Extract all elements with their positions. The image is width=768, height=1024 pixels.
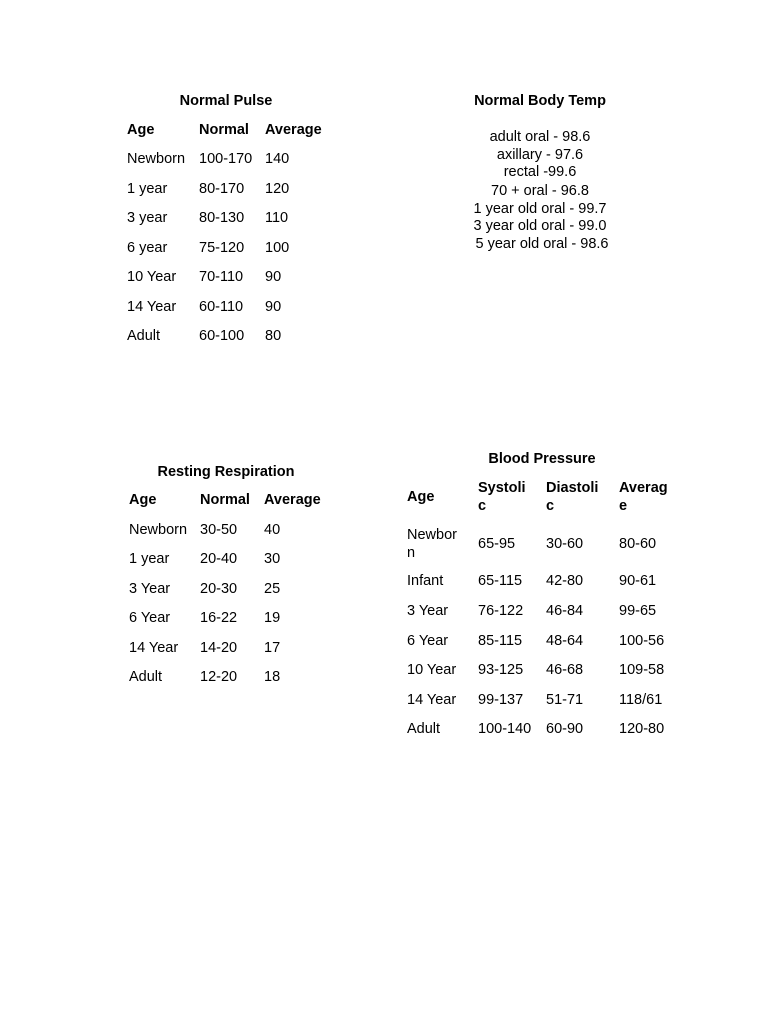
- pulse-average: 110: [265, 210, 289, 226]
- respiration-average: 25: [264, 581, 281, 597]
- bp-diastolic: 30-60: [546, 536, 584, 552]
- temp-line: rectal -99.6: [503, 164, 577, 180]
- pulse-age: Newborn: [127, 151, 186, 167]
- pulse-age: Adult: [127, 328, 161, 344]
- pulse-normal: 80-130: [199, 210, 245, 226]
- respiration-normal: 12-20: [200, 669, 238, 685]
- respiration-normal: 20-40: [200, 551, 238, 567]
- pulse-header-normal: Normal: [199, 122, 249, 138]
- bp-systolic: 65-115: [478, 573, 523, 589]
- pulse-average: 80: [265, 328, 282, 344]
- bp-header-diastolic: Diastoli c: [546, 480, 599, 514]
- bp-header-age: Age: [407, 489, 435, 505]
- temp-title: Normal Body Temp: [474, 93, 606, 109]
- bp-age: 6 Year: [407, 633, 449, 649]
- bp-diastolic: 46-84: [546, 603, 584, 619]
- bp-diastolic: 48-64: [546, 633, 584, 649]
- bp-average: 90-61: [619, 573, 657, 589]
- bp-systolic: 85-115: [478, 633, 523, 649]
- bp-systolic: 65-95: [478, 536, 516, 552]
- pulse-header-age: Age: [127, 122, 155, 138]
- bp-average: 118/61: [619, 692, 663, 708]
- respiration-average: 19: [264, 610, 281, 626]
- respiration-age: 6 Year: [129, 610, 171, 626]
- pulse-header-average: Average: [265, 122, 322, 138]
- pulse-normal: 60-100: [199, 328, 245, 344]
- pulse-normal: 75-120: [199, 240, 245, 256]
- respiration-age: 3 Year: [129, 581, 171, 597]
- bp-systolic: 76-122: [478, 603, 524, 619]
- bp-average: 120-80: [619, 721, 665, 737]
- pulse-age: 1 year: [127, 181, 168, 197]
- bp-diastolic: 51-71: [546, 692, 584, 708]
- respiration-average: 30: [264, 551, 281, 567]
- respiration-normal: 16-22: [200, 610, 238, 626]
- bp-average: 109-58: [619, 662, 665, 678]
- pulse-title: Normal Pulse: [179, 93, 273, 109]
- bp-average: 100-56: [619, 633, 665, 649]
- respiration-age: 14 Year: [129, 640, 179, 656]
- bp-age: 14 Year: [407, 692, 457, 708]
- bp-average: 80-60: [619, 536, 657, 552]
- pulse-average: 120: [265, 181, 290, 197]
- bp-age: 3 Year: [407, 603, 449, 619]
- bp-age: Newbor n: [407, 527, 457, 561]
- pulse-age: 3 year: [127, 210, 168, 226]
- bp-diastolic: 42-80: [546, 573, 584, 589]
- temp-line: 70 + oral - 96.8: [491, 183, 589, 199]
- pulse-age: 14 Year: [127, 299, 177, 315]
- respiration-average: 40: [264, 522, 281, 538]
- bp-systolic: 93-125: [478, 662, 524, 678]
- bp-diastolic: 60-90: [546, 721, 584, 737]
- respiration-average: 17: [264, 640, 281, 656]
- respiration-average: 18: [264, 669, 281, 685]
- bp-age: Adult: [407, 721, 441, 737]
- temp-line: 1 year old oral - 99.7: [473, 201, 607, 217]
- respiration-header-age: Age: [129, 492, 157, 508]
- bp-systolic: 99-137: [478, 692, 524, 708]
- bp-header-systolic: Systoli c: [478, 480, 526, 514]
- bp-systolic: 100-140: [478, 721, 532, 737]
- bp-average: 99-65: [619, 603, 657, 619]
- bp-age: 10 Year: [407, 662, 457, 678]
- pulse-normal: 70-110: [199, 269, 244, 285]
- respiration-age: 1 year: [129, 551, 170, 567]
- respiration-header-average: Average: [264, 492, 321, 508]
- bp-header-average: Averag e: [619, 480, 668, 514]
- pulse-normal: 80-170: [199, 181, 245, 197]
- respiration-header-normal: Normal: [200, 492, 250, 508]
- pulse-normal: 60-110: [199, 299, 244, 315]
- temp-line: 5 year old oral - 98.6: [475, 236, 609, 252]
- temp-line: axillary - 97.6: [496, 147, 584, 163]
- bp-title: Blood Pressure: [488, 451, 596, 467]
- pulse-average: 90: [265, 269, 282, 285]
- pulse-age: 6 year: [127, 240, 168, 256]
- bp-diastolic: 46-68: [546, 662, 584, 678]
- pulse-average: 90: [265, 299, 282, 315]
- pulse-average: 140: [265, 151, 290, 167]
- pulse-normal: 100-170: [199, 151, 253, 167]
- respiration-normal: 14-20: [200, 640, 238, 656]
- temp-line: 3 year old oral - 99.0: [473, 218, 607, 234]
- respiration-age: Newborn: [129, 522, 188, 538]
- respiration-normal: 20-30: [200, 581, 238, 597]
- pulse-average: 100: [265, 240, 290, 256]
- respiration-title: Resting Respiration: [157, 464, 295, 480]
- bp-age: Infant: [407, 573, 444, 589]
- respiration-normal: 30-50: [200, 522, 238, 538]
- temp-line: adult oral - 98.6: [489, 129, 591, 145]
- respiration-age: Adult: [129, 669, 163, 685]
- pulse-age: 10 Year: [127, 269, 177, 285]
